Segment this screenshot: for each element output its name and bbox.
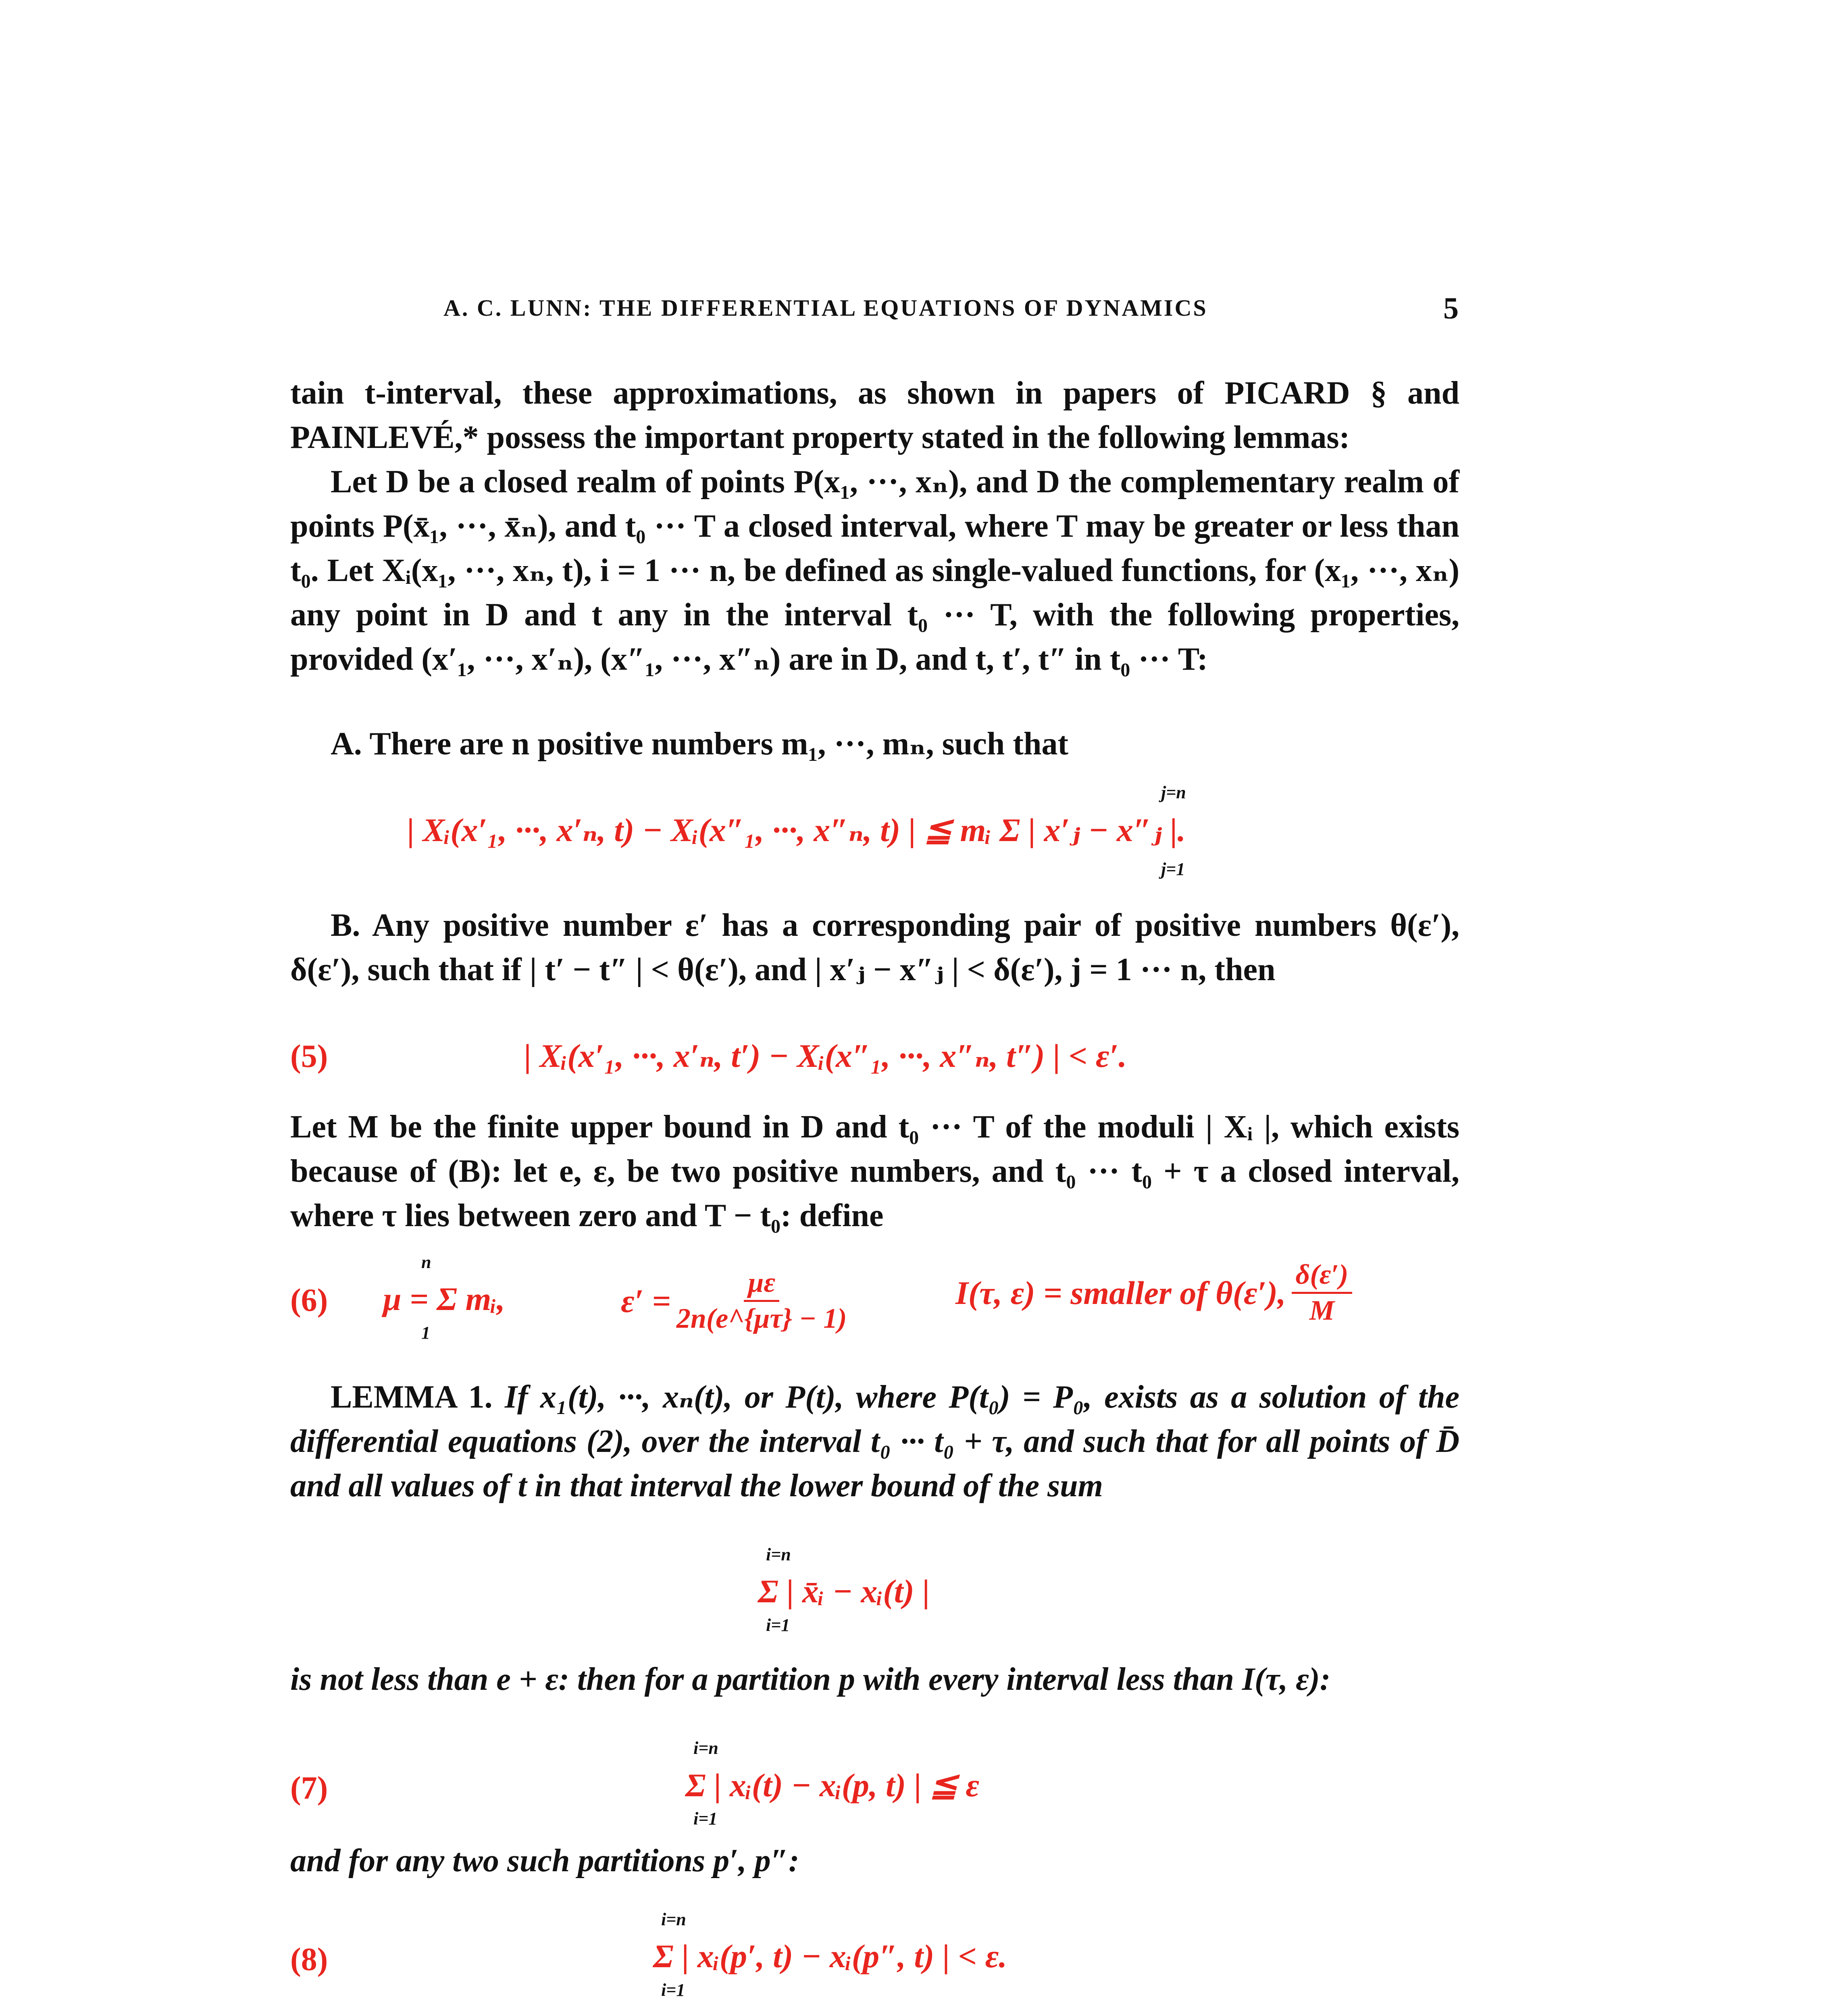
property-b: B. Any positive number ε′ has a corresponding pair of positive numbers θ(ε′), δ(ε′), such that if | t′ − t″ | < θ(ε′), and | x′ⱼ − x″ⱼ | < δ(ε′), j = 1 ··· n, then	[290, 908, 1459, 987]
paragraph-intro: tain t-interval, these approximations, as shown in papers of PICARD § and PAINLEVÉ,* possess the important property stated in the following lemmas:	[290, 375, 1459, 455]
eq-a-upper-limit: j=n	[1161, 783, 1186, 802]
lemma-1-heading: LEMMA 1.	[331, 1379, 493, 1415]
equation-8: Σ | xᵢ(p′, t) − xᵢ(p″, t) | < ε.	[653, 1938, 1007, 1974]
property-a: A. There are n positive numbers m₁, ···, mₙ, such that	[331, 726, 1069, 762]
lemma-1	[290, 1375, 1459, 1508]
equation-8-label: (8)	[290, 1942, 328, 1977]
eq-8-upper: i=n	[661, 1910, 686, 1929]
equation-5-label: (5)	[290, 1039, 328, 1074]
eq-sum-upper: i=n	[766, 1545, 791, 1564]
lemma-1-statement: If x₁(t), ···, xₙ(t), or P(t), where P(t₀) = P₀, exists as a solution of the differential equations (2), over the interval t₀ ··· t₀ + τ, and such that for all points of D̄ and all values of t in that interval the lower bound of the sum	[290, 1379, 1460, 1504]
eq-6-eps-denominator: 2n(e^{μτ} − 1)	[676, 1303, 847, 1334]
eq-6-eps-lhs: ε′ =	[621, 1282, 671, 1319]
eq-6-sum-lower: 1	[421, 1323, 430, 1343]
paragraph-definitions: Let D be a closed realm of points P(x₁, ···, xₙ), and D the complementary realm of points P(x̄₁, ···, x̄ₙ), and t₀ ··· T a closed interval, where T may be greater or less than t₀. Let Xᵢ(x₁, ···, xₙ, t), i = 1 ··· n, be defined as single-valued functions, for (x₁, ···, xₙ) any point in D and t any in the interval t₀ ··· T, with the following properties, provided (x′₁, ···, x′ₙ), (x″₁, ···, x″ₙ) are in D, and t, t′, t″ in t₀ ··· T:	[290, 464, 1459, 677]
eq-6-eps-fraction	[676, 1266, 847, 1336]
running-header: A. C. LUNN: THE DIFFERENTIAL EQUATIONS OF DYNAMICS	[443, 295, 1208, 321]
equation-5: | Xᵢ(x′₁, ···, x′ₙ, t′) − Xᵢ(x″₁, ···, x″ₙ, t″) | < ε′.	[524, 1037, 1127, 1074]
equation-7-label: (7)	[290, 1770, 328, 1806]
page-number: 5	[1443, 292, 1459, 325]
eq-6-sum-upper: n	[421, 1252, 431, 1272]
lemma-1-continuation: is not less than e + ε: then for a partition p with every interval less than I(τ, ε):	[290, 1662, 1331, 1697]
eq-6-i-lhs: I(τ, ε) = smaller of θ(ε′),	[955, 1274, 1286, 1311]
paragraph-bound: Let M be the finite upper bound in D and t₀ ··· T of the moduli | Xᵢ |, which exists because of (B): let e, ε, be two positive numbers, and t₀ ··· t₀ + τ a closed interval, where τ lies between zero and T − t₀: define	[290, 1109, 1459, 1233]
eq-6-i-fraction	[1292, 1258, 1353, 1328]
equation-6-label: (6)	[290, 1283, 328, 1318]
eq-7-upper: i=n	[693, 1738, 718, 1758]
equation-6-interval	[955, 1258, 1352, 1328]
eq-6-i-denominator: M	[1309, 1295, 1335, 1326]
equation-a: | Xᵢ(x′₁, ···, x′ₙ, t) − Xᵢ(x″₁, ···, x″ₙ, t) | ≦ mᵢ Σ | x′ⱼ − x″ⱼ |.	[407, 812, 1186, 848]
eq-a-lower-limit: j=1	[1161, 859, 1185, 879]
eq-6-i-numerator: δ(ε′)	[1292, 1258, 1353, 1294]
eq-6-eps-numerator: με	[744, 1266, 779, 1302]
eq-8-lower: i=1	[661, 1980, 685, 2000]
eq-7-lower: i=1	[693, 1809, 718, 1829]
paragraph-partitions: and for any two such partitions p′, p″:	[290, 1843, 799, 1879]
eq-sum-lower: i=1	[766, 1615, 790, 1635]
equation-lower-bound-sum: Σ | x̄ᵢ − xᵢ(t) |	[758, 1573, 930, 1610]
equation-6-epsilon	[621, 1266, 847, 1336]
equation-7: Σ | xᵢ(t) − xᵢ(p, t) | ≦ ε	[685, 1767, 979, 1804]
equation-6-mu: μ = Σ mᵢ,	[383, 1281, 505, 1317]
